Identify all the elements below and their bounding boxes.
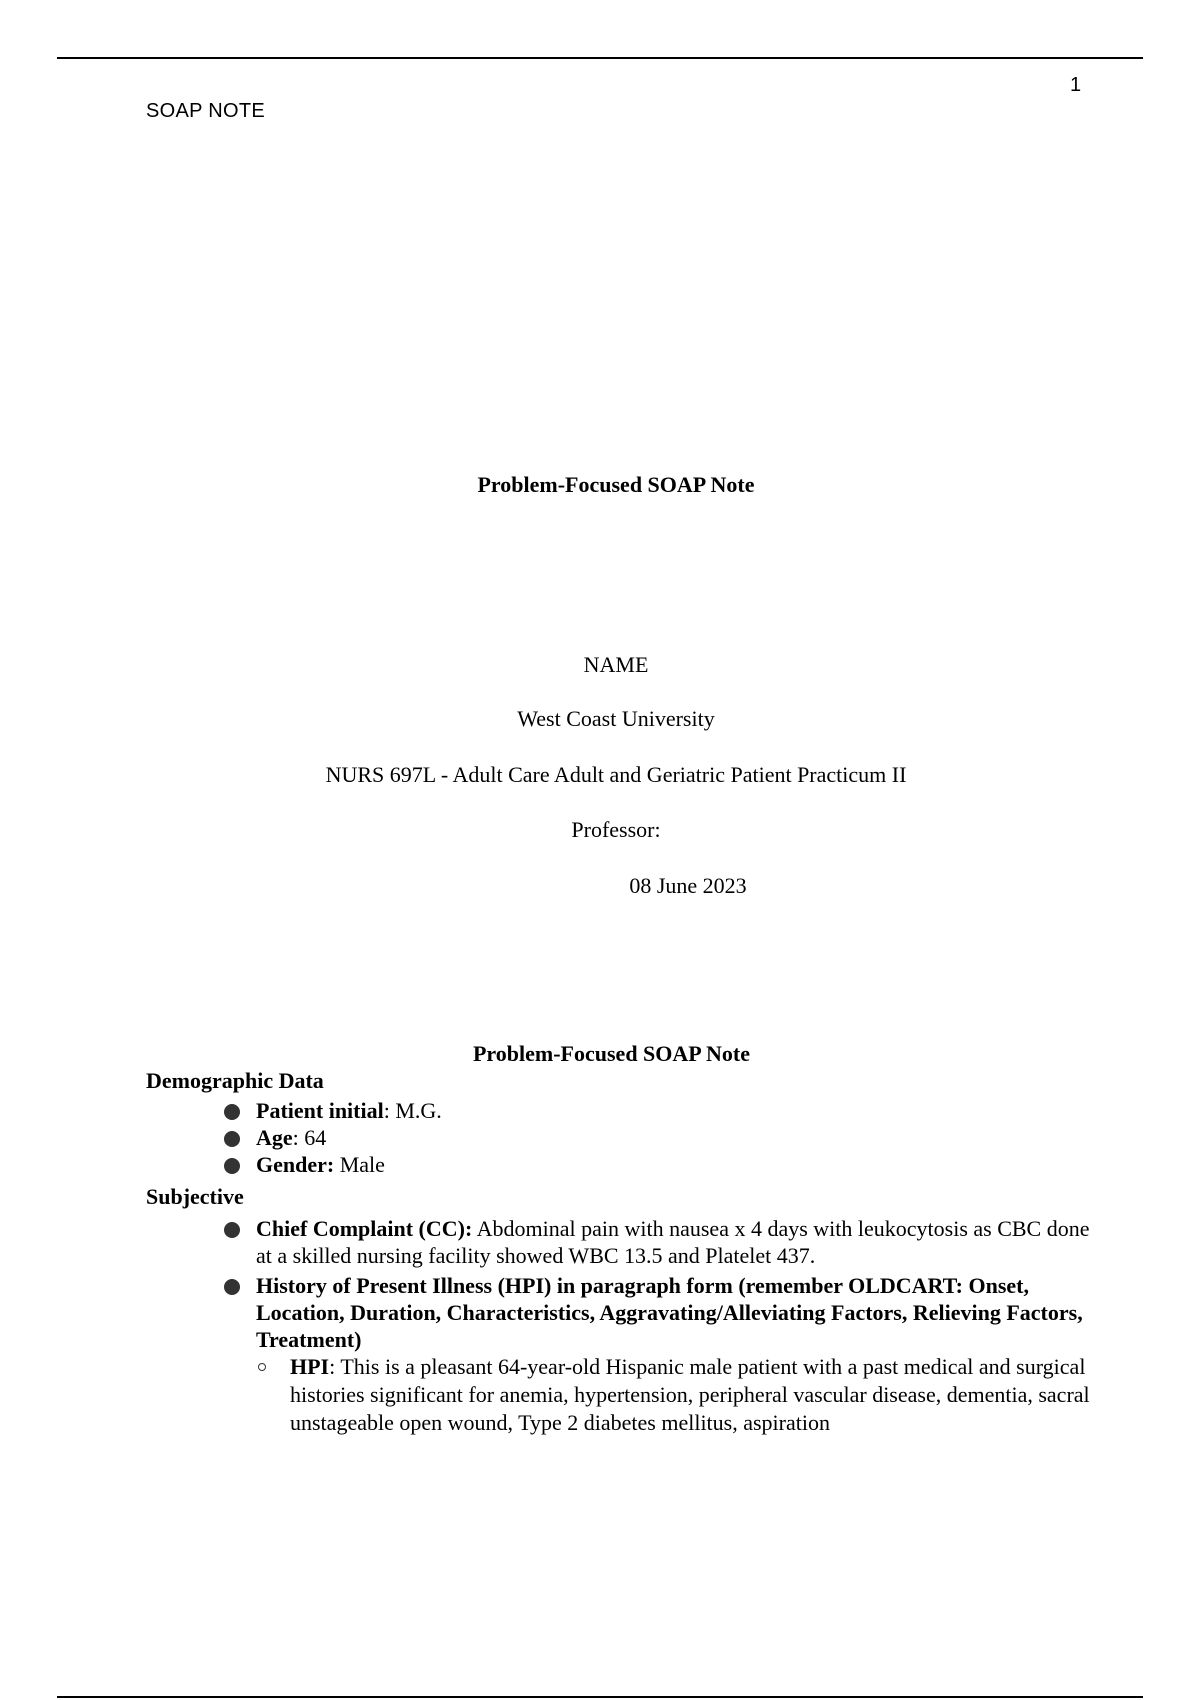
body-title: Problem-Focused SOAP Note (472, 1041, 750, 1066)
hpi-label: HPI (290, 1354, 330, 1379)
list-item (146, 1097, 1096, 1124)
running-head: SOAP NOTE (146, 100, 266, 122)
demographic-list (146, 1097, 1096, 1178)
bullet-icon (224, 1131, 240, 1147)
bullet-icon (224, 1158, 240, 1174)
hpi-heading: History of Present Illness (HPI) in paragraph form (remember OLDCART: Onset, Location, Duration, Characteristics, Aggravating/Alleviating Factors, Relieving Factors, Treatment) (256, 1273, 1083, 1352)
cover-course: NURS 697L - Adult Care Adult and Geriatric Patient Practicum II (325, 762, 907, 787)
hpi-value: : This is a pleasant 64-year-old Hispanic male patient with a past medical and surgical histories significant for anemia, hypertension, peripheral vascular disease, dementia, sacral unstageable open wound, Type 2 diabetes mellitus, aspiration (290, 1354, 1090, 1435)
cover-title: Problem-Focused SOAP Note (477, 472, 755, 497)
item-label: Patient initial (256, 1098, 384, 1123)
hollow-bullet-icon (258, 1363, 266, 1371)
cover-professor: Professor: (571, 817, 661, 842)
list-item (146, 1151, 1096, 1178)
item-sep: : (383, 1098, 396, 1123)
page-number: 1 (1070, 74, 1082, 96)
sub-list-item-hpi (146, 1353, 1096, 1437)
bullet-icon (224, 1279, 240, 1295)
cover-name: NAME (583, 652, 649, 677)
header-rule (57, 57, 1143, 59)
subjective-heading: Subjective (146, 1184, 244, 1209)
list-item-cc (146, 1215, 1096, 1269)
bullet-icon (224, 1104, 240, 1120)
item-label: Gender: (256, 1152, 335, 1177)
subjective-list (146, 1215, 1096, 1437)
cc-value: Abdominal pain with nausea x 4 days with leukocytosis as CBC done at a skilled nursing facility showed WBC 13.5 and Platelet 437. (256, 1216, 1090, 1268)
item-sep: : (292, 1125, 305, 1150)
item-value: M.G. (395, 1098, 442, 1123)
item-value: Male (339, 1152, 385, 1177)
list-item-hpi (146, 1272, 1096, 1353)
demographic-heading: Demographic Data (146, 1068, 324, 1093)
cover-university: West Coast University (517, 706, 715, 731)
bullet-icon (224, 1222, 240, 1238)
cover-date: 08 June 2023 (629, 873, 747, 898)
footer-rule (57, 1696, 1143, 1698)
cc-label: Chief Complaint (CC): (256, 1216, 473, 1241)
item-value: 64 (304, 1125, 327, 1150)
list-item (146, 1124, 1096, 1151)
item-label: Age (256, 1125, 293, 1150)
